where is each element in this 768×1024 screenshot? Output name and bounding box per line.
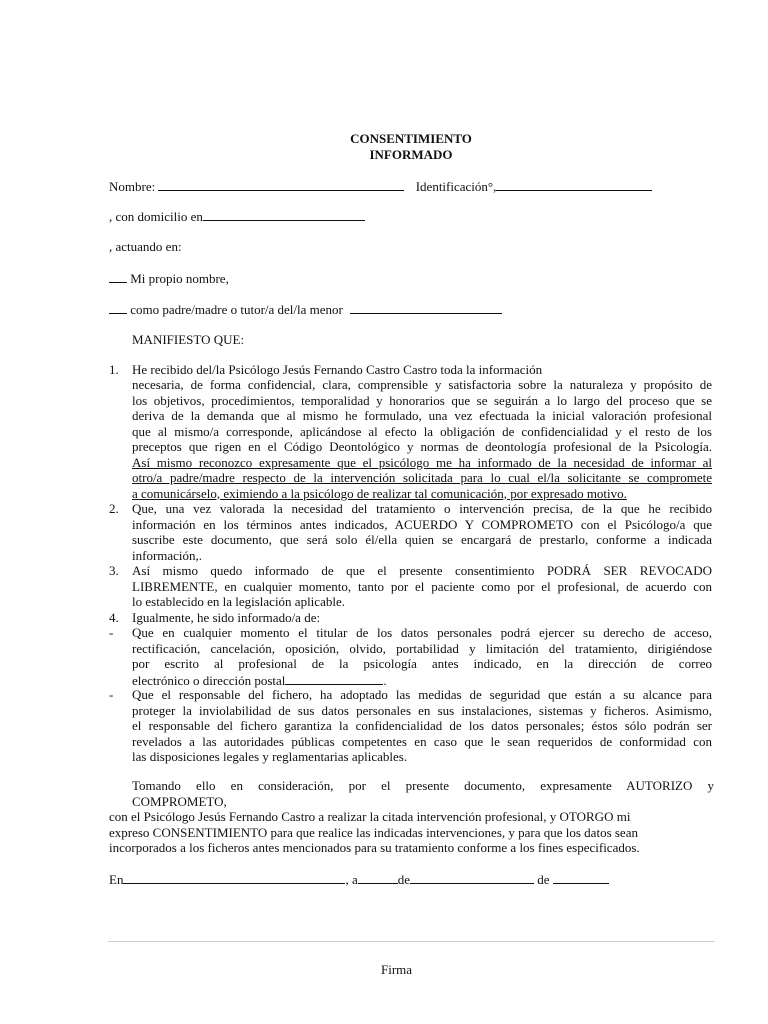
- dash-2-line: proteger la inviolabilidad de sus datos personales en sus instalaciones, sistemas y ficheros. Asimismo,: [132, 702, 712, 718]
- dash-1-last-line: [132, 672, 387, 689]
- closing-line: COMPROMETO,: [132, 793, 227, 809]
- manifiesto-heading: MANIFIESTO QUE:: [132, 332, 245, 347]
- item-2-line: suscribe este documento, que será solo él/ella quien se encargará de prestarlo, conforme a indicada: [132, 532, 712, 547]
- dash-1-line: por escrito al profesional de la psicología antes indicado, en la dirección de correo: [132, 656, 712, 671]
- item-3-line: lo establecido en la legislación aplicable.: [132, 594, 345, 609]
- year-blank[interactable]: [553, 871, 609, 884]
- domicilio-line: [109, 208, 365, 225]
- item-1-underlined-line: a comunicárselo, eximiendo a la psicólogo de realizar tal comunicación, por expresado motivo.: [132, 485, 627, 501]
- document-title: CONSENTIMIENTO: [350, 131, 472, 146]
- firma-label: Firma: [381, 962, 413, 977]
- domicilio-label: , con domicilio en: [109, 209, 203, 224]
- item-2-line: información,.: [132, 547, 203, 563]
- item-number-2: 2.: [109, 501, 119, 516]
- month-blank[interactable]: [410, 871, 534, 884]
- nombre-label: Nombre:: [109, 179, 156, 194]
- item-number-4: 4.: [109, 609, 119, 625]
- dash-2-line: las disposiciones legales y reglamentarias aplicables.: [132, 749, 408, 764]
- item-1-line: deriva de la demanda que al mismo he formulado, una vez efectuada la inicial valoración profesional: [132, 408, 712, 423]
- dash-bullet: -: [109, 625, 114, 640]
- closing-line: con el Psicólogo Jesús Fernando Castro a realizar la citada intervención profesional, y OTORGO mi: [109, 809, 631, 824]
- signature-divider: [108, 941, 715, 942]
- item-number-1: 1.: [109, 362, 119, 377]
- item-3-line: Así mismo quedo informado de que el presente consentimiento PODRÁ SER REVOCADO: [132, 563, 712, 578]
- padre-madre-line: [109, 301, 502, 318]
- item-1-line: que al mismo/a corresponde, aplicándose al efecto la obligación de confidencialidad y el resto de los: [132, 423, 712, 439]
- item-1-line: los objetivos, procedimientos, temporalidad y honorarios que se seguirán a lo largo del proceso que se: [132, 392, 712, 408]
- identificacion-label: Identificación°,: [415, 179, 497, 194]
- propio-nombre-check[interactable]: [109, 270, 127, 283]
- item-number-3: 3.: [109, 563, 119, 578]
- item-2-line: información en los términos antes indicados, ACUERDO Y COMPROMETO con el Psicólogo/a que: [132, 516, 712, 532]
- document-subtitle: INFORMADO: [369, 147, 453, 162]
- de-label: de: [537, 872, 550, 887]
- dash-bullet: -: [109, 687, 114, 702]
- closing-line: Tomando ello en consideración, por el presente documento, expresamente AUTORIZO y: [132, 778, 714, 793]
- dash-2-line: revelados a las autoridades públicas competentes en caso que le sean requeridos de conformidad con: [132, 733, 712, 749]
- dash-2-line: Que el responsable del fichero, ha adoptado las medidas de seguridad que están a su alcance para: [132, 687, 712, 702]
- nombre-line: [109, 178, 652, 195]
- a-label: , a: [345, 872, 358, 887]
- place-date-line: [109, 871, 609, 888]
- en-label: En: [109, 872, 124, 887]
- item-2-line: Que, una vez valorada la necesidad del tratamiento o intervención precisa, de la que he recibido: [132, 501, 712, 516]
- item-1-underlined-line: otro/a padre/madre respecto de la intervención solicitada para lo cual el/la solicitante se compromete: [132, 470, 712, 485]
- dash-1-end: .: [383, 672, 387, 688]
- dash-1-line: rectificación, cancelación, oposición, olvido, portabilidad y limitación del tratamiento, dirigiéndose: [132, 640, 712, 656]
- dash-2-line: el responsable del fichero garantiza la confidencialidad de los datos personales; éstos sólo podrán ser: [132, 718, 712, 733]
- item-1-first-line: He recibido del/la Psicólogo Jesús Fernando Castro Castro toda la información: [132, 362, 543, 377]
- item-3-line: LIBREMENTE, en cualquier momento, tanto por el paciente como por el profesional, de acuerdo con: [132, 578, 712, 594]
- day-blank[interactable]: [358, 871, 398, 884]
- actuando-label: , actuando en:: [109, 239, 182, 254]
- item-4-line: Igualmente, he sido informado/a de:: [132, 609, 321, 625]
- dash-1-line: Que en cualquier momento el titular de los datos personales podrá ejercer su derecho de acceso,: [132, 625, 712, 640]
- de-label: de: [397, 872, 411, 887]
- item-1-line: preceptos que rigen en el Código Deontológico y normas de deontología profesional de la Psicología.: [132, 439, 712, 454]
- place-blank[interactable]: [123, 871, 345, 884]
- nombre-blank[interactable]: [158, 178, 404, 191]
- dash-1-text: electrónico o dirección postal: [132, 672, 286, 688]
- direccion-postal-blank[interactable]: [285, 672, 383, 685]
- propio-nombre-label: Mi propio nombre,: [130, 271, 229, 286]
- padre-madre-label: como padre/madre o tutor/a del/la menor: [130, 302, 343, 317]
- padre-madre-check[interactable]: [109, 301, 127, 314]
- domicilio-blank[interactable]: [203, 208, 365, 221]
- propio-nombre-line: [109, 270, 229, 287]
- item-1-underlined-line: Así mismo reconozco expresamente que el psicólogo me ha informado de la necesidad de informar al: [132, 454, 712, 470]
- identificacion-blank[interactable]: [496, 178, 652, 191]
- closing-line: expreso CONSENTIMIENTO para que realice las indicadas intervenciones, y para que los datos sean: [109, 824, 638, 840]
- closing-line: incorporados a los ficheros antes mencionados para su tratamiento conforme a los fines especificados.: [109, 840, 640, 855]
- menor-blank[interactable]: [350, 301, 502, 314]
- item-1-line: necesaria, de forma confidencial, clara, comprensible y satisfactoria sobre la naturaleza y propósito de: [132, 377, 712, 392]
